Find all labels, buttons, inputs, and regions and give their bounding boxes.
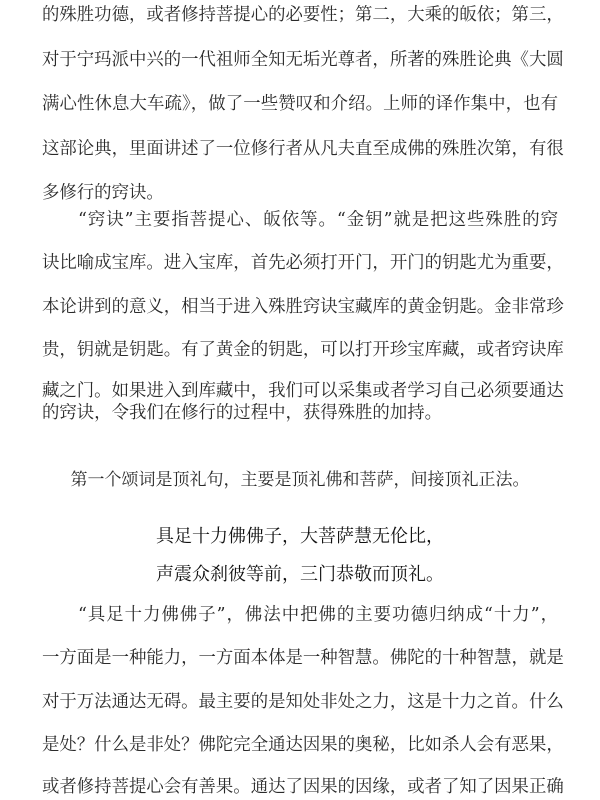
text-line: 本论讲到的意义，相当于进入殊胜窍诀宝藏库的黄金钥匙。金非常珍	[42, 297, 564, 317]
verse-line: 声震众刹彼等前，三门恭敬而顶礼。	[156, 564, 444, 585]
text-line: 的殊胜功德，或者修持菩提心的必要性；第二，大乘的皈依；第三，	[42, 5, 564, 25]
text-line: “具足十力佛佛子”，佛法中把佛的主要功德归纳成“十力”，	[78, 605, 558, 625]
text-line: 多修行的窍诀。	[42, 183, 164, 203]
text-line: 满心性休息大车疏》，做了一些赞叹和介绍。上师的译作集中，也有	[42, 94, 558, 114]
verse-line: 具足十力佛佛子，大菩萨慧无伦比，	[156, 526, 444, 547]
paragraph-3: 第一个颂词是顶礼句，主要是顶礼佛和菩萨，间接顶礼正法。	[70, 470, 530, 490]
text-line: “窍诀”主要指菩提心、皈依等。“金钥”就是把这些殊胜的窍	[78, 210, 558, 230]
text-line: 藏之门。如果进入到库藏中，我们可以采集或者学习自己必须要通达	[42, 381, 564, 401]
text-line: 是处？什么是非处？佛陀完全通达因果的奥秘，比如杀人会有恶果，	[42, 735, 564, 755]
text-line: 对于宁玛派中兴的一代祖师全知无垢光尊者，所著的殊胜论典《大圆	[42, 50, 564, 70]
text-line: 贵，钥就是钥匙。有了黄金的钥匙，可以打开珍宝库藏，或者窍诀库	[42, 340, 564, 360]
text-line: 一方面是一种能力，一方面本体是一种智慧。佛陀的十种智慧，就是	[42, 648, 564, 668]
text-line: 的窍诀，令我们在修行的过程中，获得殊胜的加持。	[42, 403, 442, 423]
text-line: 对于万法通达无碍。最主要的是知处非处之力，这是十力之首。什么	[42, 692, 564, 712]
text-line: 这部论典，里面讲述了一位修行者从凡夫直至成佛的殊胜次第，有很	[42, 139, 564, 159]
text-line: 或者修持菩提心会有善果。通达了因果的因缘，或者了知了因果正确	[42, 777, 564, 797]
text-line: 诀比喻成宝库。进入宝库，首先必须打开门，开门的钥匙尤为重要，	[42, 253, 564, 273]
